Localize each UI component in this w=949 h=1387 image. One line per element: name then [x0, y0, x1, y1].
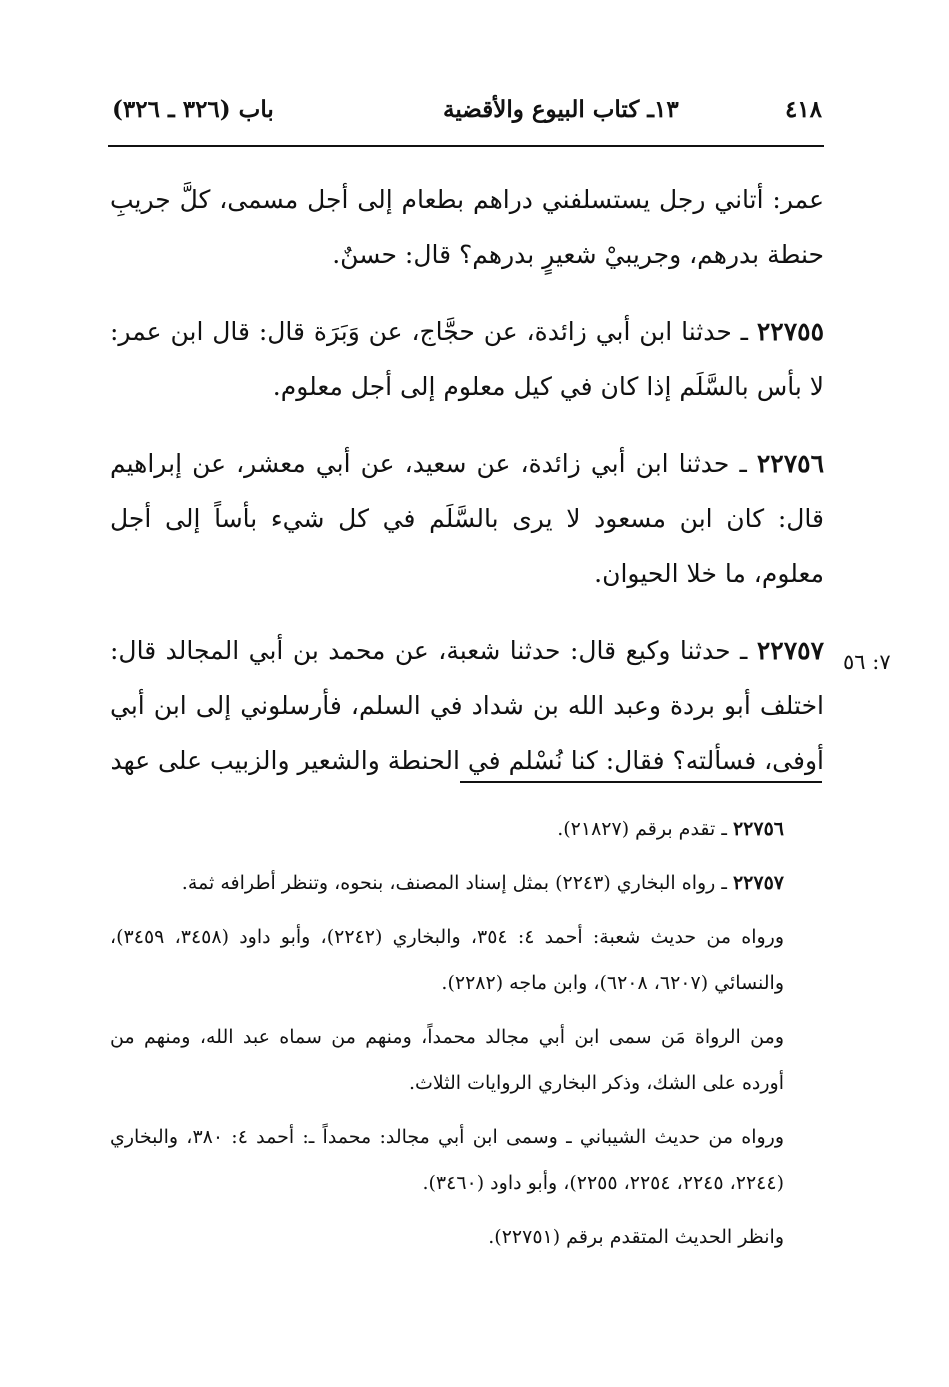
footnote-number: ٢٢٧٥٦ [732, 818, 784, 840]
paragraph-text: عمر: أتاني رجل يستسلفني دراهم بطعام إلى أجل مسمى، كلَّ جريبِ حنطة بدرهم، وجريبيْ شعيرٍ بدرهم؟ قال: حسنٌ. [110, 185, 824, 269]
hadith-number: ٢٢٧٥٧ [756, 636, 824, 665]
main-text [110, 172, 824, 810]
running-header [108, 90, 824, 134]
hadith-text: ـ حدثنا وكيع قال: حدثنا شعبة، عن محمد بن أبي المجالد قال: اختلف أبو بردة وعبد الله بن شداد في السلم، فأرسلوني إلى ابن أبي أوفى، فسألته؟ فقال: كنا نُسْلم في الحنطة والشعير والزبيب على عهد [110, 636, 824, 775]
hadith-number: ٢٢٧٥٦ [756, 449, 824, 478]
footnote-rule [460, 781, 822, 783]
hadith-number: ٢٢٧٥٥ [756, 317, 824, 346]
footnote-22757 [110, 860, 824, 906]
hadith-22756 [110, 436, 824, 601]
hadith-text: ـ حدثنا ابن أبي زائدة، عن حجَّاج، عن وَبَرَة قال: قال ابن عمر: لا بأس بالسَّلَم إذا كان في كيل معلوم إلى أجل معلوم. [110, 317, 824, 401]
section-title: باب (٣٢٦ ـ ٣٢٦) [112, 96, 274, 123]
footnote-22756 [110, 806, 824, 852]
page-number: ٤١٨ [784, 96, 822, 123]
hadith-22755 [110, 304, 824, 414]
footnote-text: ـ تقدم برقم (٢١٨٢٧). [557, 818, 733, 840]
hadith-22757 [110, 623, 824, 788]
footnotes [110, 806, 824, 1268]
hadith-text: ـ حدثنا ابن أبي زائدة، عن سعيد، عن أبي معشر، عن إبراهيم قال: كان ابن مسعود لا يرى بالسَّلَم في كل شيء بأساً إلى أجل معلوم، ما خلا الحيوان. [110, 449, 824, 588]
footnote-paragraph: ومن الرواة مَن سمى ابن أبي مجالد محمداً، ومنهم من سماه عبد الله، ومنهم من أورده على الشك، وذكر البخاري الروايات الثلاث. [110, 1026, 784, 1094]
footnote-paragraph: ورواه من حديث الشيباني ـ وسمى ابن أبي مجالد: محمداً ـ: أحمد ٤: ٣٨٠، والبخاري (٢٢٤٤، ٢٢٤٥، ٢٢٥٤، ٢٢٥٥)، وأبو داود (٣٤٦٠). [110, 1126, 785, 1194]
paragraph-continued [110, 172, 824, 282]
chapter-title: ١٣ـ كتاب البيوع والأقضية [443, 96, 679, 123]
footnote-paragraph: وانظر الحديث المتقدم برقم (٢٢٧٥١). [488, 1226, 784, 1248]
footnote-paragraph: ورواه من حديث شعبة: أحمد ٤: ٣٥٤، والبخاري (٢٢٤٢)، وأبو داود (٣٤٥٨، ٣٤٥٩)، والنسائي (٦٢٠٧، ٦٢٠٨)، وابن ماجه (٢٢٨٢). [110, 926, 785, 994]
footnote-number: ٢٢٧٥٧ [732, 872, 784, 894]
footnote-text: ـ رواه البخاري (٢٢٤٣) بمثل إسناد المصنف، بنحوه، وتنظر أطرافه ثمة. [181, 872, 733, 894]
header-rule [108, 145, 824, 147]
margin-reference: ٧: ٥٦ [843, 650, 891, 674]
